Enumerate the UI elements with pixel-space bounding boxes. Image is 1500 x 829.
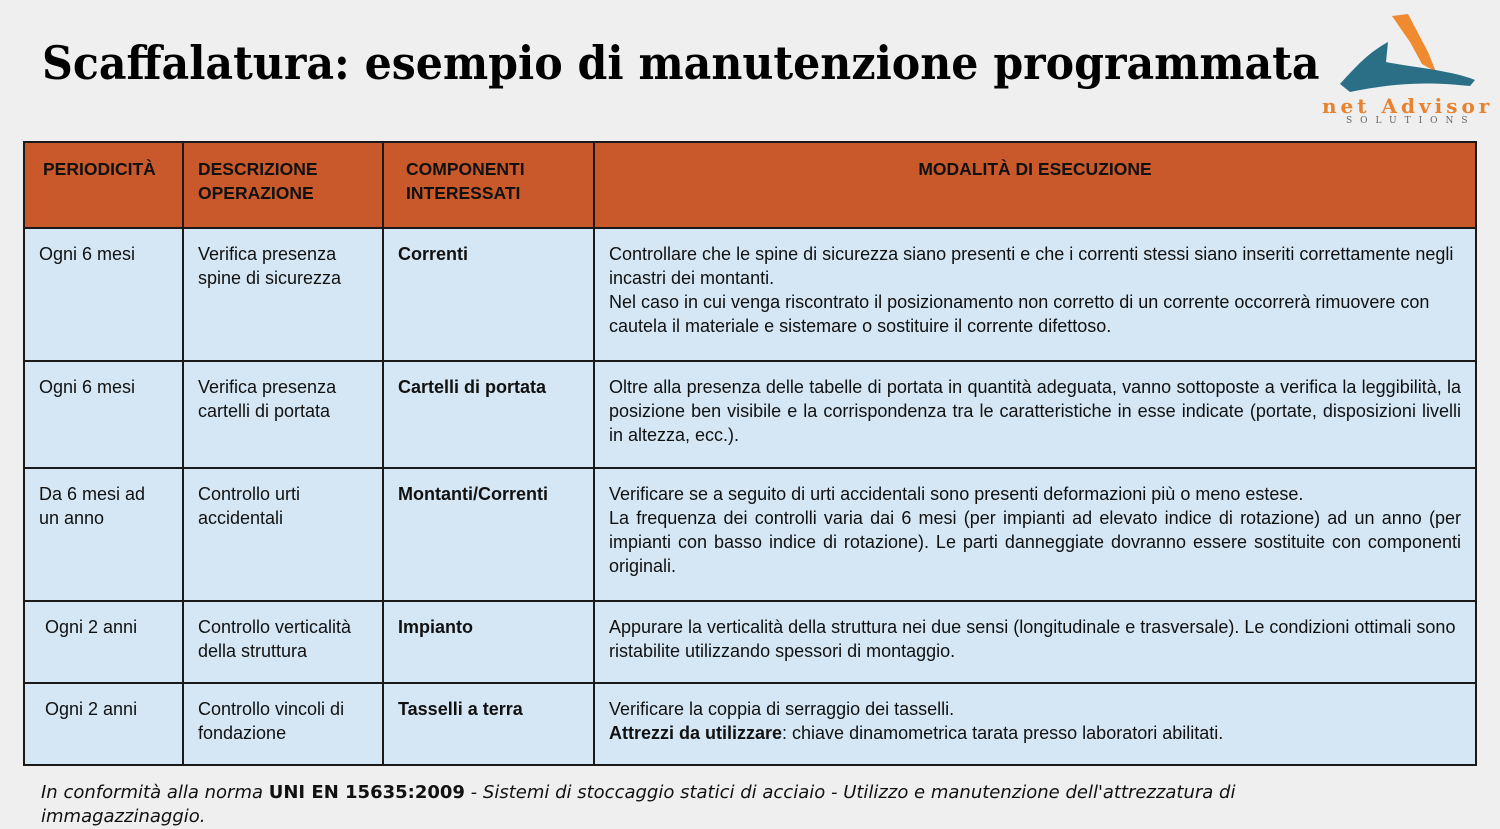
header-descrizione: DESCRIZIONE OPERAZIONE	[183, 142, 383, 228]
period-cell: Ogni 2 anni	[24, 683, 183, 765]
description-cell: Verifica presenza cartelli di portata	[183, 361, 383, 468]
description-cell: Controllo verticalità della struttura	[183, 601, 383, 683]
table-header-row	[24, 142, 1476, 228]
component-cell: Cartelli di portata	[383, 361, 594, 468]
header-periodicita: PERIODICITÀ	[24, 142, 183, 228]
header-componenti: COMPONENTI INTERESSATI	[383, 142, 594, 228]
mode-cell: Verificare la coppia di serraggio dei tasselli. Attrezzi da utilizzare: chiave dinamometrica tarata presso laboratori abilitati.	[594, 683, 1476, 765]
component-cell: Impianto	[383, 601, 594, 683]
mode-cell: Controllare che le spine di sicurezza siano presenti e che i correnti stessi siano inseriti correttamente negli incastri dei montanti. Nel caso in cui venga riscontrato il posizionamento non corretto di un corrente occorrerà rimuovere con cautela il materiale e sistemare o sostituire il corrente difettoso.	[594, 228, 1476, 361]
header-modalita: MODALITÀ DI ESECUZIONE	[594, 142, 1476, 228]
mode-cell: Verificare se a seguito di urti accidentali sono presenti deformazioni più o meno estese. La frequenza dei controlli varia dai 6 mesi (per impianti ad elevato indice di rotazione) ad un anno (per impianti con basso indice di rotazione). Le parti danneggiate dovranno essere sostituite con componenti originali.	[594, 468, 1476, 601]
table-row	[24, 361, 1476, 468]
period-cell: Ogni 2 anni	[24, 601, 183, 683]
logo-brush-icon	[1310, 12, 1495, 102]
period-cell: Ogni 6 mesi	[24, 361, 183, 468]
net-advisor-logo: net Advisor SOLUTIONS	[1310, 12, 1495, 130]
component-cell: Tasselli a terra	[383, 683, 594, 765]
mode-cell: Oltre alla presenza delle tabelle di portata in quantità adeguata, vanno sottoposte a verifica la leggibilità, la posizione ben visibile e la corrispondenza tra le caratteristiche in esse indicate (portate, disposizioni livelli in altezza, ecc.).	[594, 361, 1476, 468]
period-cell: Da 6 mesi ad un anno	[24, 468, 183, 601]
footer-note: In conformità alla norma UNI EN 15635:2009 - Sistemi di stoccaggio statici di acciaio - Utilizzo e manutenzione dell'attrezzatura di immagazzinaggio.	[41, 782, 1236, 827]
maintenance-table	[23, 141, 1477, 766]
description-cell: Verifica presenza spine di sicurezza	[183, 228, 383, 361]
table-row	[24, 228, 1476, 361]
table-row	[24, 601, 1476, 683]
period-cell: Ogni 6 mesi	[24, 228, 183, 361]
table-row	[24, 468, 1476, 601]
component-cell: Montanti/Correnti	[383, 468, 594, 601]
mode-cell: Appurare la verticalità della struttura nei due sensi (longitudinale e trasversale). Le condizioni ottimali sono ristabilite utilizzando spessori di montaggio.	[594, 601, 1476, 683]
table-row	[24, 683, 1476, 765]
description-cell: Controllo urti accidentali	[183, 468, 383, 601]
component-cell: Correnti	[383, 228, 594, 361]
page-title: Scaffalatura: esempio di manutenzione programmata	[42, 36, 1320, 90]
description-cell: Controllo vincoli di fondazione	[183, 683, 383, 765]
